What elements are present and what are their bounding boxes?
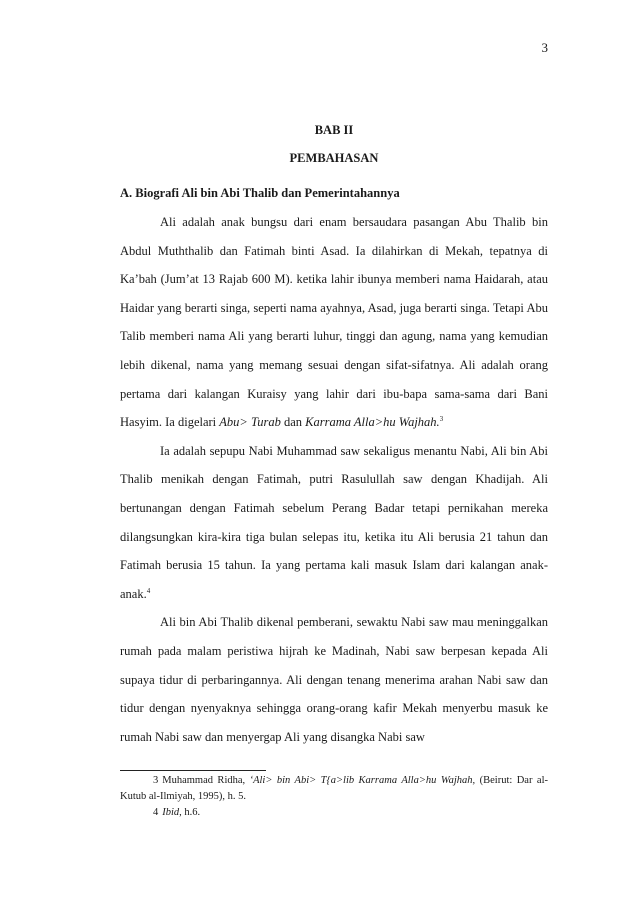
paragraph-3-text: Ali bin Abi Thalib dikenal pemberani, sewaktu Nabi saw mau meninggalkan rumah pada malam peristiwa hijrah ke Madinah, Nabi saw berpesan kepada Ali supaya tidur di perbaringannya. Ali dengan tenang menerima arahan Nabi saw dan tidur dengan nyenyaknya sehingga orang-orang kafir Mekah menyerbu masuk ke rumah Nabi saw dan menyergap Ali yang disangka Nabi saw: [120, 615, 548, 744]
paragraph-1-italic-title-2: Karrama Alla>hu Wajhah.: [305, 415, 440, 430]
footnote-3-number: 3: [153, 775, 159, 786]
footnote-3-author: Muhammad Ridha,: [162, 775, 250, 786]
footnote-divider: [120, 770, 266, 771]
chapter-title: BAB II: [314, 123, 354, 137]
page-number: 3: [541, 40, 548, 55]
section-heading: A. Biografi Ali bin Abi Thalib dan Pemerintahannya: [120, 186, 400, 200]
footnote-4-ibid: Ibid,: [162, 807, 182, 818]
footnote-ref-3: 3: [439, 415, 444, 424]
chapter-subtitle: PEMBAHASAN: [289, 151, 379, 165]
paragraph-1-text: Ali adalah anak bungsu dari enam bersaudara pasangan Abu Thalib bin Abdul Muththalib dan Fatimah binti Asad. Ia dilahirkan di Mekah, tepatnya di Ka’bah (Jum’at 13 Rajab 600 M). ketika lahir ibunya memberi nama Haidarah, atau Haidar yang berarti singa, seperti nama ayahnya, Asad, juga berarti singa. Tetapi Abu Talib memberi nama Ali yang berarti luhur, tinggi dan agung, nama yang kemudian lebih dikenal, nama yang memang sesuai dengan sifat-sifatnya. Ali adalah orang pertama dari kalangan Kuraisy yang lahir dari ibu-bapa sama-sama dari Bani Hasyim. Ia digelari: [120, 215, 548, 430]
footnote-4-page: h.6.: [181, 807, 201, 818]
paragraph-3: [120, 608, 548, 751]
footnote-4: [120, 805, 548, 821]
paragraph-1-connector: dan: [280, 415, 306, 430]
footnote-3: [120, 773, 548, 805]
paragraph-2: [120, 437, 548, 609]
paragraph-1: [120, 208, 548, 437]
paragraph-2-text: Ia adalah sepupu Nabi Muhammad saw sekaligus menantu Nabi, Ali bin Abi Thalib menikah dengan Fatimah, putri Rasulullah saw dengan Khadijah. Ali bertunangan dengan Fatimah sebelum Perang Badar tetapi pernikahan mereka dilangsungkan kira-kira tiga bulan selepas itu, ketika itu Ali berusia 21 tahun dan Fatimah berusia 15 tahun. Ia yang pertama kali masuk Islam dari kalangan anak-anak.: [120, 443, 548, 601]
body-text: [120, 208, 548, 751]
paragraph-1-italic-title-1: Abu> Turab: [219, 415, 281, 430]
footnote-4-number: 4: [153, 807, 159, 818]
footnote-3-title: ‘Ali> bin Abi> T{a>lib Karrama Alla>hu Wajhah,: [249, 775, 476, 786]
footnote-ref-4: 4: [146, 586, 151, 595]
footnote-3-publication: (Beirut: Dar al-Kutub al-Ilmiyah, 1995), h. 5.: [120, 775, 548, 802]
footnotes: [120, 773, 548, 821]
